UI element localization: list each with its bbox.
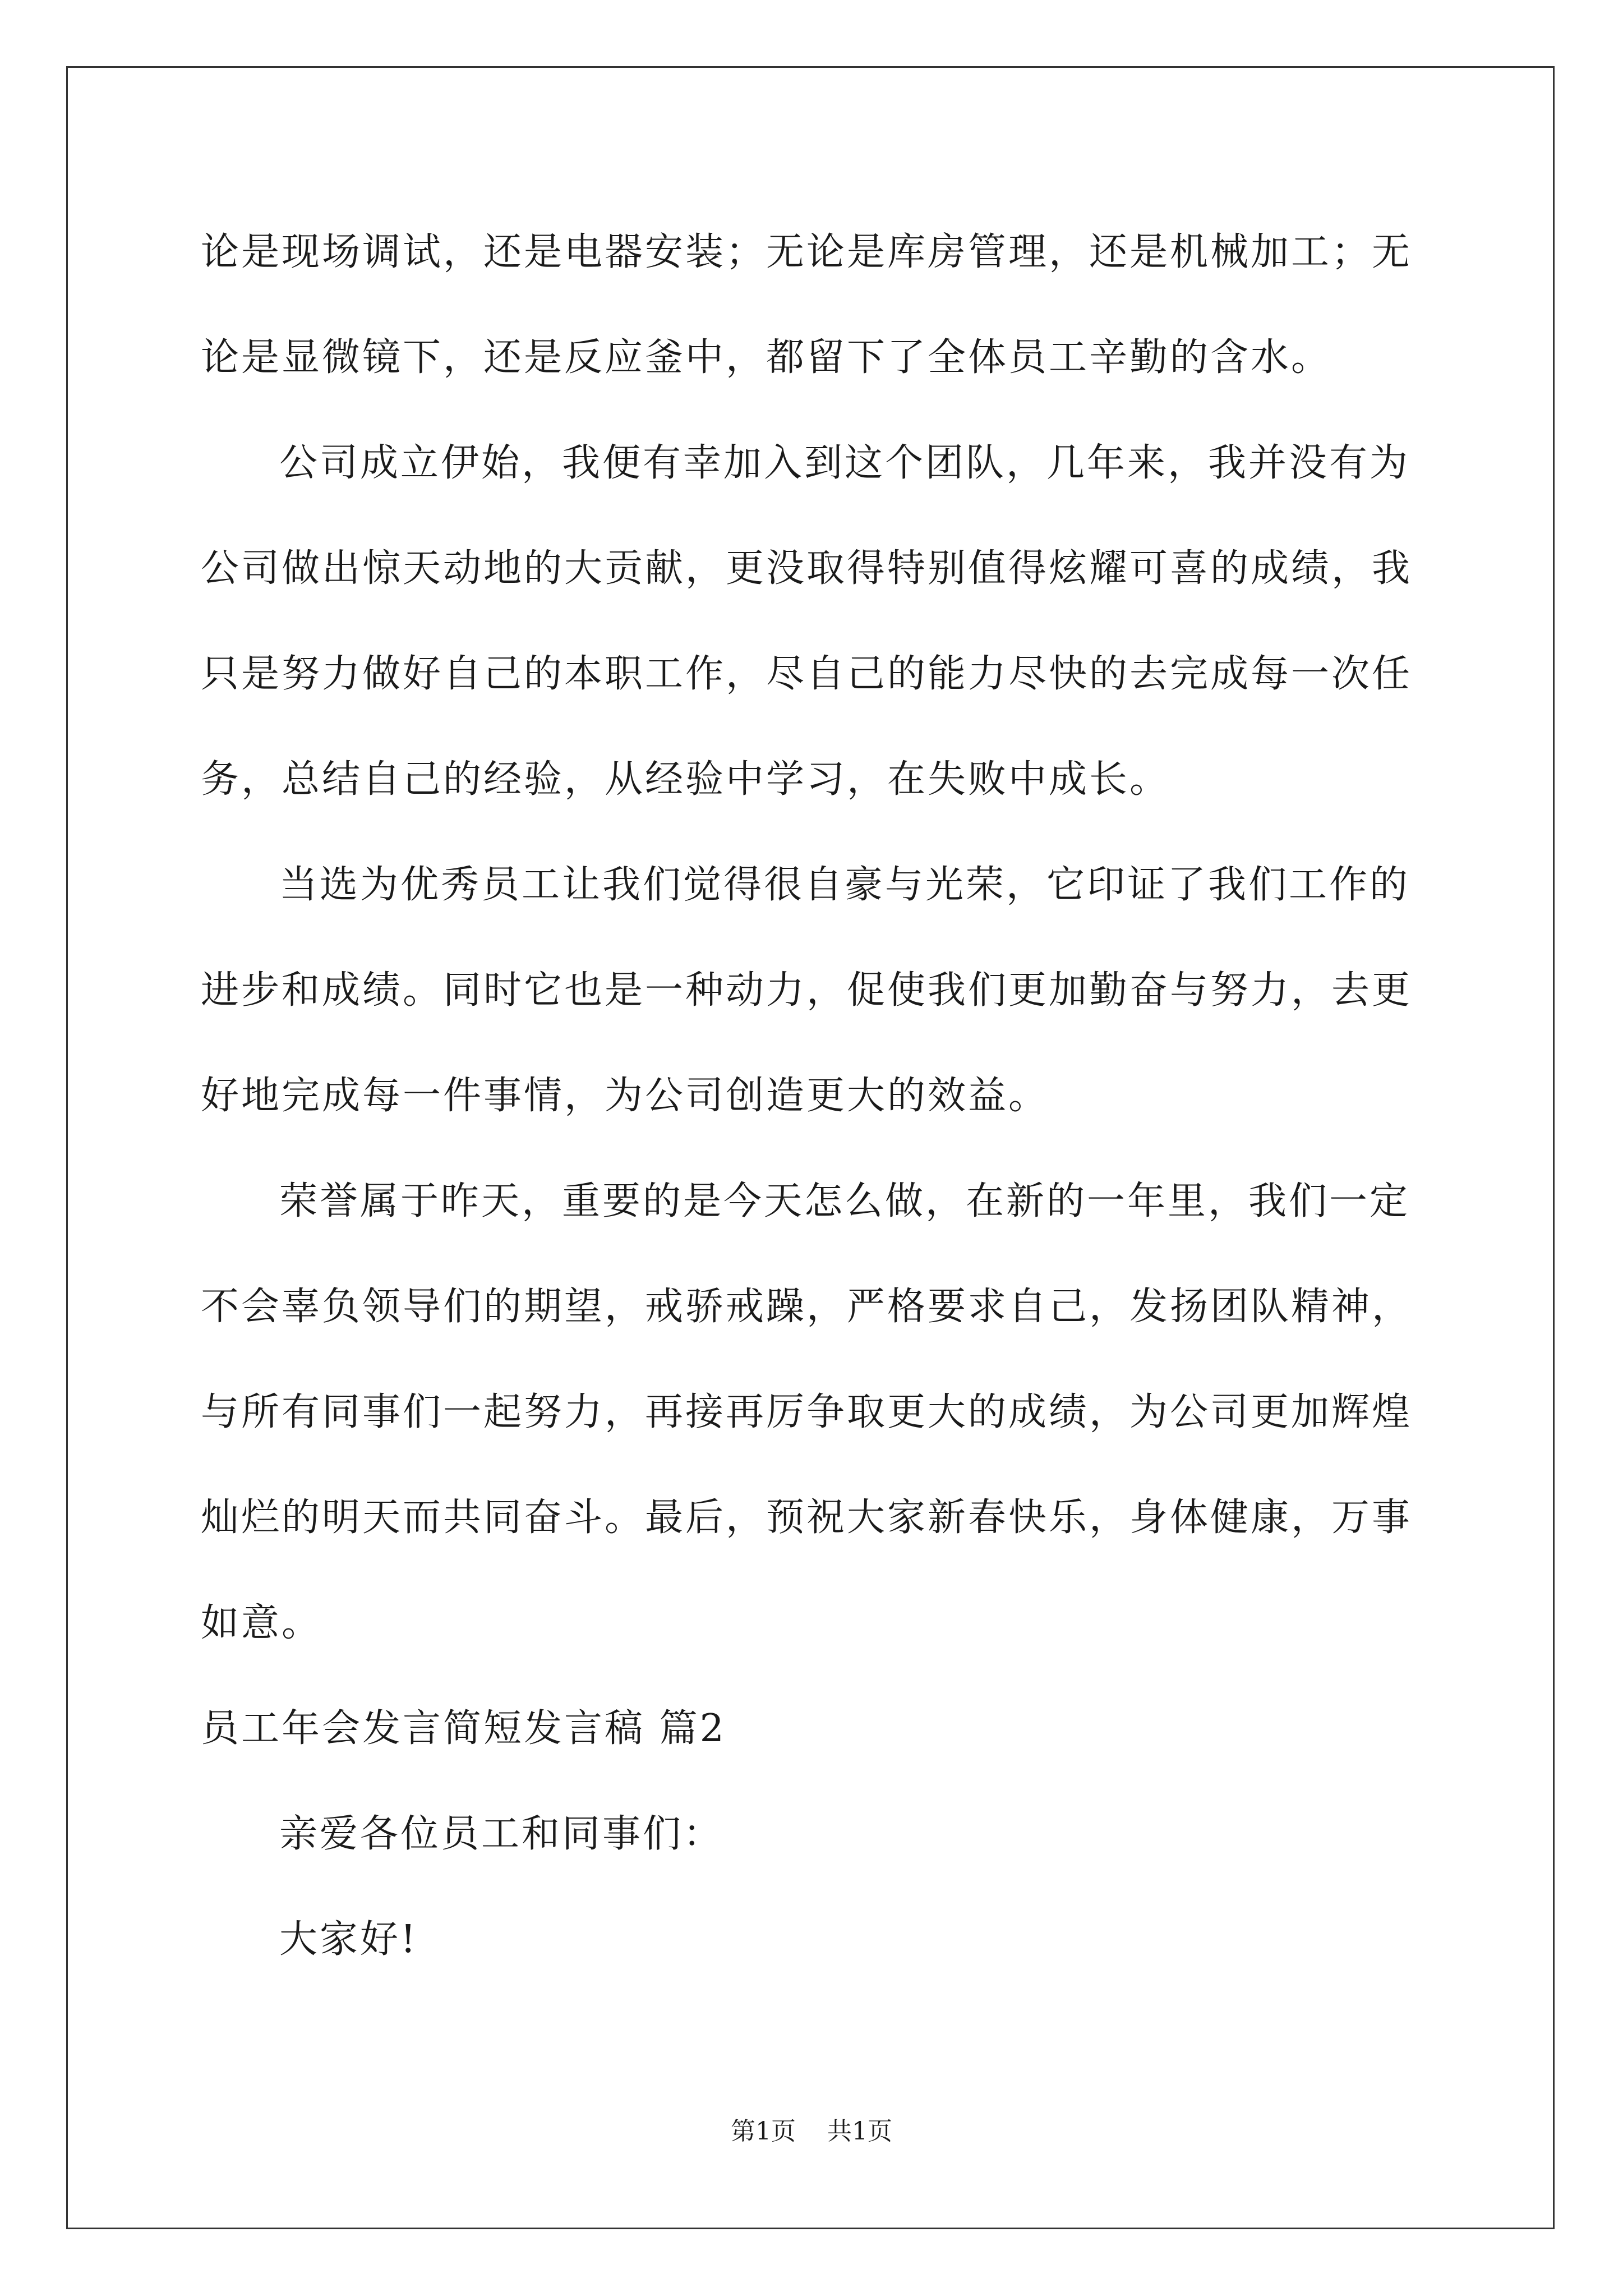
page-footer <box>0 2115 1623 2148</box>
text-line-6: 务，总结自己的经验，从经验中学习，在失败中成长。 <box>201 757 1170 802</box>
text-line-8: 进步和成绩。同时它也是一种动力，促使我们更加勤奋与努力，去更 <box>201 968 1413 1013</box>
document-body <box>201 213 1435 2006</box>
text-line-13: 灿烂的明天而共同奋斗。最后，预祝大家新春快乐，身体健康，万事 <box>201 1496 1413 1540</box>
text-line-10: 荣誉属于昨天，重要的是今天怎么做，在新的一年里，我们一定 <box>279 1179 1410 1223</box>
page-number: 第1页 <box>731 2117 796 2146</box>
text-line-3: 公司成立伊始，我便有幸加入到这个团队，几年来，我并没有为 <box>279 441 1410 485</box>
text-line-14: 如意。 <box>201 1601 322 1645</box>
salutation: 亲爱各位员工和同事们： <box>279 1812 724 1856</box>
text-line-12: 与所有同事们一起努力，再接再厉争取更大的成绩，为公司更加辉煌 <box>201 1390 1413 1434</box>
text-line-4: 公司做出惊天动地的大贡献，更没取得特别值得炫耀可喜的成绩，我 <box>201 546 1413 591</box>
greeting: 大家好! <box>279 1917 418 1962</box>
text-line-2: 论是显微镜下，还是反应釜中，都留下了全体员工辛勤的含水。 <box>201 335 1332 380</box>
section-heading: 员工年会发言简短发言稿 篇2 <box>201 1706 726 1751</box>
page-total: 共1页 <box>827 2117 892 2146</box>
text-line-9: 好地完成每一件事情，为公司创造更大的效益。 <box>201 1074 1049 1118</box>
text-line-11: 不会辜负领导们的期望，戒骄戒躁，严格要求自己，发扬团队精神， <box>201 1285 1413 1329</box>
text-line-5: 只是努力做好自己的本职工作，尽自己的能力尽快的去完成每一次任 <box>201 652 1413 696</box>
text-line-7: 当选为优秀员工让我们觉得很自豪与光荣，它印证了我们工作的 <box>279 863 1410 907</box>
text-line-1: 论是现场调试，还是电器安装；无论是库房管理，还是机械加工；无 <box>201 230 1413 274</box>
